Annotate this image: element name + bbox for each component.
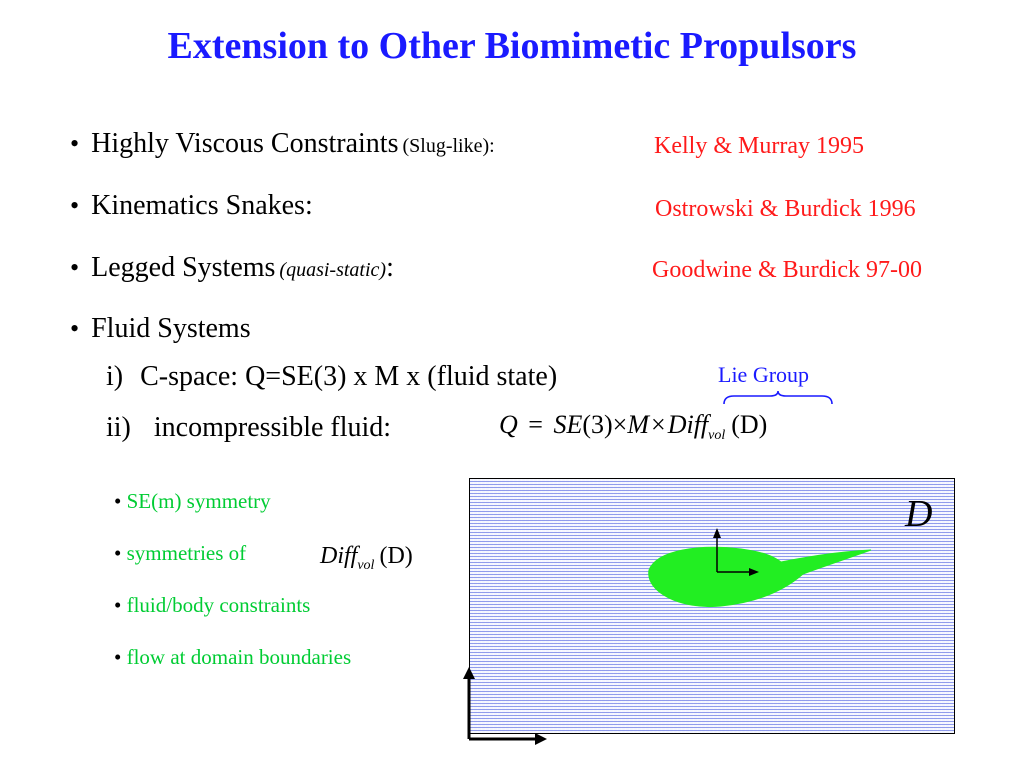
eq-se: SE <box>553 410 583 439</box>
subitem-incompressible <box>106 412 391 444</box>
bullet-legged-paren: (quasi-static) <box>279 259 387 281</box>
bullet-dot: • <box>114 541 122 565</box>
bullet-viscous <box>70 128 495 160</box>
domain-label: D <box>905 493 933 535</box>
swimmer-body <box>649 547 871 606</box>
bullet-dot: • <box>114 489 122 513</box>
eq-three: (3) <box>582 410 613 439</box>
bullet-viscous-text: Highly Viscous Constraints <box>91 128 399 159</box>
bullet-dot: • <box>70 314 80 343</box>
eq-times2: × <box>651 410 666 439</box>
bullet-snakes-text: Kinematics Snakes: <box>91 190 313 221</box>
eq-times1: × <box>612 410 628 439</box>
equation-q <box>499 410 767 444</box>
bullet-legged-text: Legged Systems <box>91 252 276 283</box>
green-item-boundaries <box>114 645 351 670</box>
inline-diff: Diff <box>320 543 358 569</box>
slide-title: Extension to Other Biomimetic Propulsors <box>167 25 857 67</box>
bullet-legged-colon: : <box>386 252 394 283</box>
eq-m: M <box>627 410 650 439</box>
lie-group-label: Lie Group <box>718 362 810 387</box>
bullet-dot: • <box>114 645 122 669</box>
subitem-number: i) <box>106 361 124 392</box>
subitem-number: ii) <box>106 412 131 443</box>
subitem-cspace-text: C-space: Q=SE(3) x M x (fluid state) <box>140 361 558 392</box>
bullet-fluid <box>70 313 251 345</box>
eq-vol: vol <box>708 428 726 443</box>
green-item-symmetries <box>114 541 246 566</box>
green-item-text: fluid/body constraints <box>126 593 311 617</box>
green-item-se-symmetry <box>114 489 271 514</box>
bullet-viscous-paren: (Slug-like): <box>402 135 495 157</box>
inline-diff-vol <box>320 543 413 574</box>
bullet-legged <box>70 252 394 284</box>
bullet-snakes <box>70 190 313 222</box>
bullet-dot: • <box>70 129 80 158</box>
green-item-text: flow at domain boundaries <box>126 645 352 669</box>
green-item-constraints <box>114 593 310 618</box>
bullet-dot: • <box>114 593 122 617</box>
bullet-dot: • <box>70 191 80 220</box>
inline-vol: vol <box>357 558 375 573</box>
eq-diff: Diff <box>667 410 709 439</box>
eq-q: Q <box>499 410 518 439</box>
inline-d: (D) <box>379 543 413 569</box>
green-item-text: SE(m) symmetry <box>126 489 271 513</box>
inertial-frame-axes <box>455 665 555 745</box>
ref-ostrowski-burdick: Ostrowski & Burdick 1996 <box>655 196 916 222</box>
subitem-cspace <box>106 361 557 393</box>
eq-d: (D) <box>731 410 768 439</box>
bullet-dot: • <box>70 253 80 282</box>
eq-equals: = <box>528 410 543 439</box>
subitem-incompressible-text: incompressible fluid: <box>153 412 392 443</box>
ref-kelly-murray: Kelly & Murray 1995 <box>654 133 864 159</box>
green-item-text: symmetries of <box>126 541 247 565</box>
lie-group-brace <box>722 390 834 406</box>
bullet-fluid-text: Fluid Systems <box>91 313 251 344</box>
ref-goodwine-burdick: Goodwine & Burdick 97-00 <box>652 257 922 283</box>
